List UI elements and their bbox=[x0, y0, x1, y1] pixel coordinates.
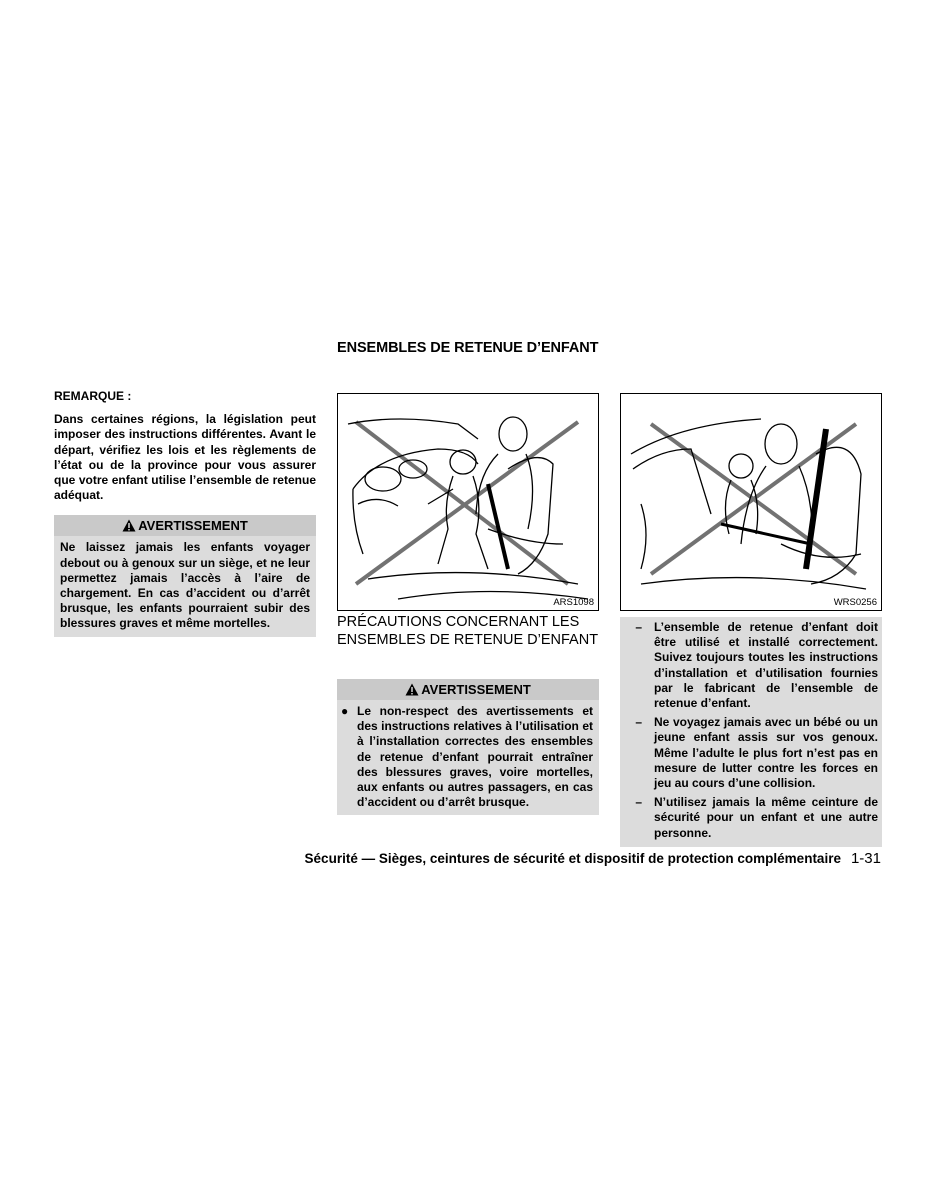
list-item bbox=[620, 620, 882, 711]
warning-header bbox=[54, 515, 316, 536]
remarque-text: Dans certaines régions, la législation peut imposer des instructions différentes. Avant le départ, vérifiez les lois et les règlements de l’état ou de la province pour vous assurer que votre enfant utilise l’ensemble de retenue adéquat. bbox=[54, 412, 316, 503]
shared-seatbelt-illustration bbox=[621, 394, 881, 610]
footer-chapter: Sécurité — Sièges, ceintures de sécurité et dispositif de protection complémentaire bbox=[304, 851, 841, 866]
figure-child-standing-in-car bbox=[337, 393, 599, 611]
remarque-label: REMARQUE : bbox=[54, 389, 132, 403]
page-footer bbox=[305, 850, 881, 867]
warning-triangle-icon bbox=[122, 517, 136, 538]
warning-title: AVERTISSEMENT bbox=[138, 518, 248, 534]
dash-icon: – bbox=[635, 620, 642, 634]
figure-code: WRS0256 bbox=[833, 597, 877, 608]
page-number: 1-31 bbox=[850, 850, 881, 867]
figure-code: ARS1098 bbox=[553, 597, 594, 608]
list-item-text: N’utilisez jamais la même ceinture de sécurité pour un enfant et une autre personne. bbox=[654, 795, 878, 840]
left-column bbox=[54, 389, 316, 637]
bullet-icon: ● bbox=[341, 704, 349, 718]
warning-triangle-icon bbox=[405, 681, 419, 702]
dash-icon: – bbox=[635, 795, 642, 810]
list-item-text: L’ensemble de retenue d’enfant doit être utilisé et installé correctement. Suivez toujours toutes les instructions d’installation et d’utilisation fournies par le fabricant de l’ensemble de retenue d’enfant. bbox=[654, 620, 878, 711]
list-item bbox=[620, 795, 882, 841]
warning-body bbox=[337, 700, 599, 815]
child-standing-illustration bbox=[338, 394, 598, 610]
warning-header bbox=[337, 679, 599, 700]
bullet-text: Le non-respect des avertissements et des instructions relatives à l’utilisation et à l’installation correctes des ensembles de retenue d’enfant pourrait entraîner des blessures graves, voire mortelles, aux enfants ou autres passagers, en cas d’accident ou d’arrêt brusque. bbox=[357, 704, 593, 810]
warning-body: Ne laissez jamais les enfants voyager debout ou à genoux sur un siège, et ne leur permettez jamais l’accès à l’aire de chargement. En cas d’accident ou d’arrêt brusque, les enfants pourraient subir des blessures graves et même mortelles. bbox=[54, 536, 316, 636]
section-title: ENSEMBLES DE RETENUE D’ENFANT bbox=[337, 340, 599, 356]
precautions-title: PRÉCAUTIONS CONCERNANT LES ENSEMBLES DE RETENUE D’ENFANT bbox=[337, 614, 599, 648]
warning-title: AVERTISSEMENT bbox=[421, 682, 531, 697]
precautions-warning bbox=[337, 679, 599, 815]
dash-icon: – bbox=[635, 715, 642, 730]
list-item bbox=[620, 715, 882, 791]
right-column-list bbox=[620, 617, 882, 847]
figure-shared-seatbelt bbox=[620, 393, 882, 611]
list-item-text: Ne voyagez jamais avec un bébé ou un jeune enfant assis sur vos genoux. Même l’adulte le plus fort n’est pas en mesure de lutter contre les forces en jeu au cours d’une collision. bbox=[654, 715, 878, 791]
